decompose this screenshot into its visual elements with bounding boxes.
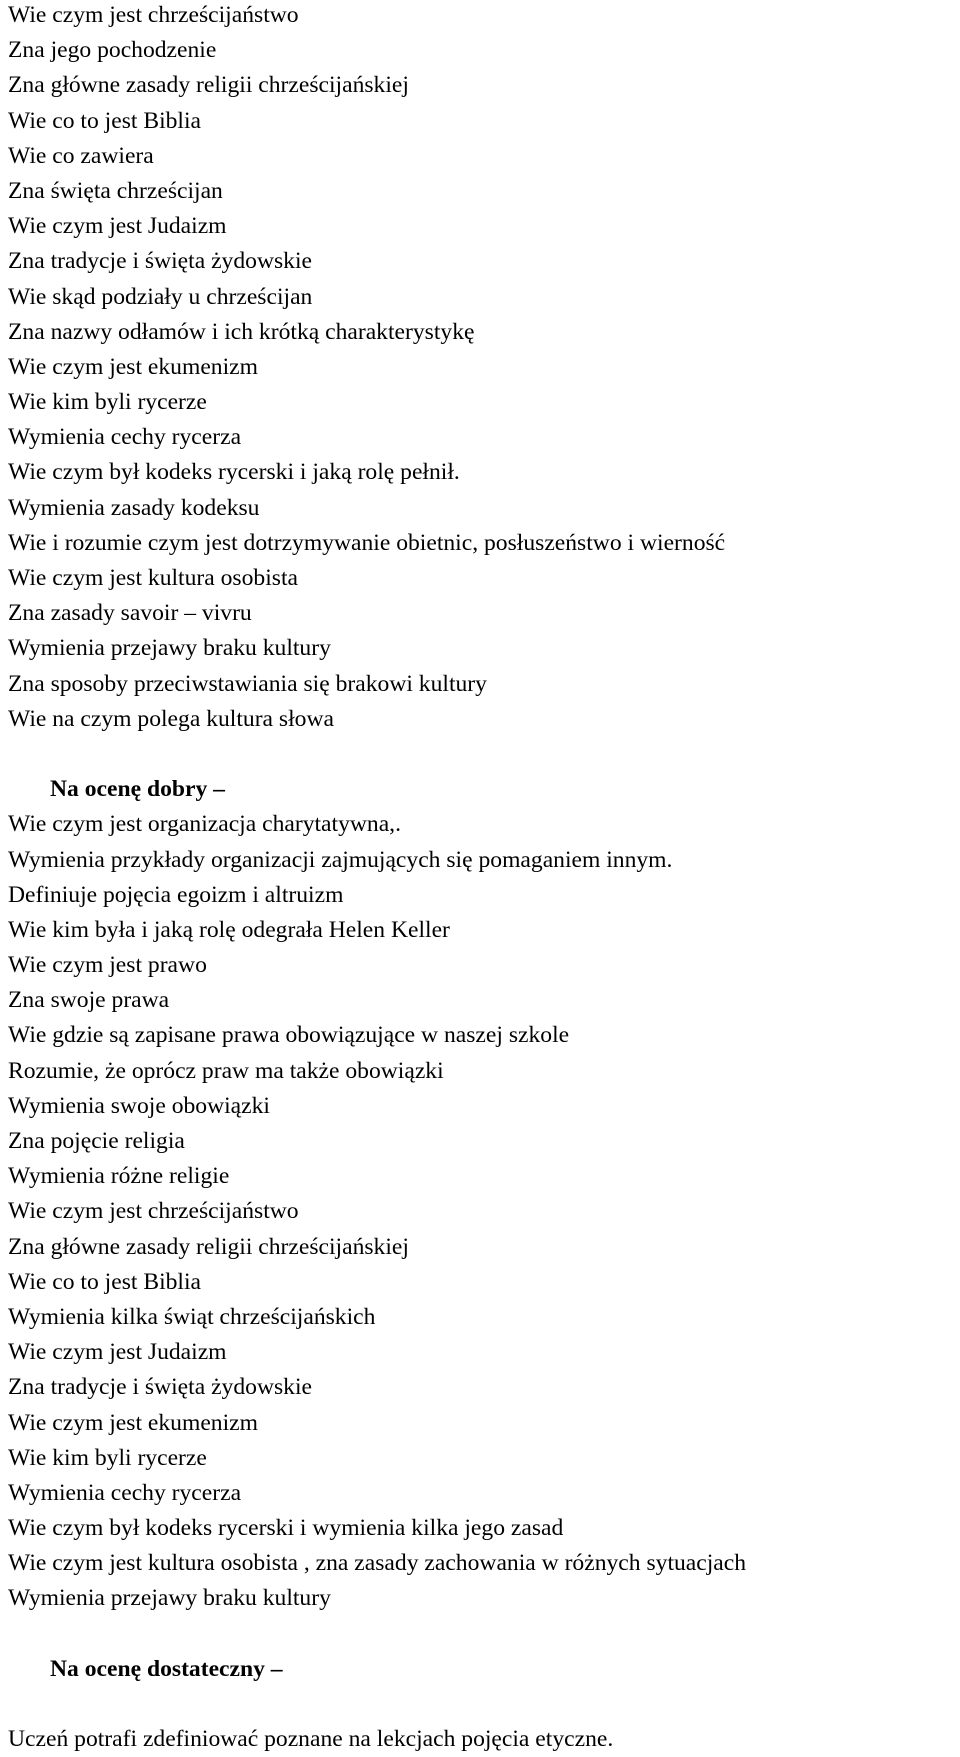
list-item: Wie czym jest Judaizm (8, 1339, 227, 1366)
list-item: Wie czym jest kultura osobista (8, 565, 298, 591)
list-item: Wie czym był kodeks rycerski i wymienia kilka jego zasad (8, 1515, 564, 1542)
list-item: Zna tradycje i święta żydowskie (8, 248, 312, 275)
requirements-list-2 (8, 807, 958, 1616)
list-item: Wie czym jest ekumenizm (8, 1409, 258, 1436)
list-item: Uczeń potrafi zdefiniować poznane na lekcjach pojęcia etyczne. (8, 1726, 614, 1753)
requirements-list-3 (8, 1722, 958, 1757)
list-item: Wie gdzie są zapisane prawa obowiązujące w naszej szkole (8, 1022, 570, 1049)
list-item: Wymienia cechy rycerza (8, 424, 242, 451)
list-item: Zna święta chrześcijan (8, 177, 223, 204)
list-item: Wie kim była i jaką rolę odegrała Helen Keller (8, 916, 450, 943)
list-item: Wie czym jest kultura osobista , zna zasady zachowania w różnych sytuacjach (8, 1550, 747, 1577)
list-item: Zna swoje prawa (8, 987, 170, 1014)
list-item: Zna zasady savoir – vivru (8, 600, 252, 627)
list-item: Wie czym jest prawo (8, 952, 207, 979)
document-page (8, 0, 958, 1757)
list-item: Wie czym jest ekumenizm (8, 353, 258, 380)
list-item: Wie czym był kodeks rycerski i jaką rolę pełnił. (8, 459, 460, 486)
list-item: Wie czym jest Judaizm (8, 213, 227, 240)
spacer (8, 1617, 958, 1652)
list-item: Wymienia przykłady organizacji zajmujących się pomaganiem innym. (8, 846, 673, 873)
list-item: Wie skąd podziały u chrześcijan (8, 283, 313, 310)
list-item: Wymienia przejawy braku kultury (8, 1585, 331, 1612)
list-item: Wie kim byli rycerze (8, 1444, 207, 1471)
grade-heading-dobry: Na ocenę dobry – (50, 776, 225, 803)
list-item: Wie na czym polega kultura słowa (8, 705, 334, 732)
list-item: Zna tradycje i święta żydowskie (8, 1374, 312, 1401)
list-item: Zna główne zasady religii chrześcijańskiej (8, 1233, 409, 1260)
list-item: Wymienia różne religie (8, 1163, 230, 1190)
list-item: Wie co to jest Biblia (8, 107, 202, 134)
grade-heading-dostateczny: Na ocenę dostateczny – (50, 1655, 283, 1682)
requirements-list-1 (8, 0, 958, 737)
spacer (8, 1687, 958, 1722)
list-item: Wie kim byli rycerze (8, 389, 207, 416)
spacer (8, 737, 958, 772)
list-item: Zna pojęcie religia (8, 1128, 185, 1154)
list-item: Wie co zawiera (8, 142, 154, 169)
list-item: Wymienia cechy rycerza (8, 1479, 242, 1506)
list-item: Wie czym jest organizacja charytatywna,. (8, 811, 401, 838)
list-item: Wymienia swoje obowiązki (8, 1092, 270, 1119)
list-item: Wymienia przejawy braku kultury (8, 635, 331, 662)
list-item: Wie co to jest Biblia (8, 1268, 202, 1295)
list-item: Wymienia kilka świąt chrześcijańskich (8, 1303, 376, 1330)
list-item: Zna jego pochodzenie (8, 37, 217, 64)
list-item: Wie czym jest chrześcijaństwo (8, 1198, 299, 1225)
list-item: Zna sposoby przeciwstawiania się brakowi kultury (8, 670, 487, 697)
list-item: Wymienia zasady kodeksu (8, 494, 260, 521)
list-item: Zna główne zasady religii chrześcijańskiej (8, 72, 409, 99)
list-item: Zna nazwy odłamów i ich krótką charakterystykę (8, 318, 475, 345)
list-item: Wie czym jest chrześcijaństwo (8, 2, 299, 28)
list-item: Rozumie, że oprócz praw ma także obowiązki (8, 1057, 444, 1084)
list-item: Wie i rozumie czym jest dotrzymywanie obietnic, posłuszeństwo i wierność (8, 529, 726, 556)
list-item: Definiuje pojęcia egoizm i altruizm (8, 881, 344, 908)
